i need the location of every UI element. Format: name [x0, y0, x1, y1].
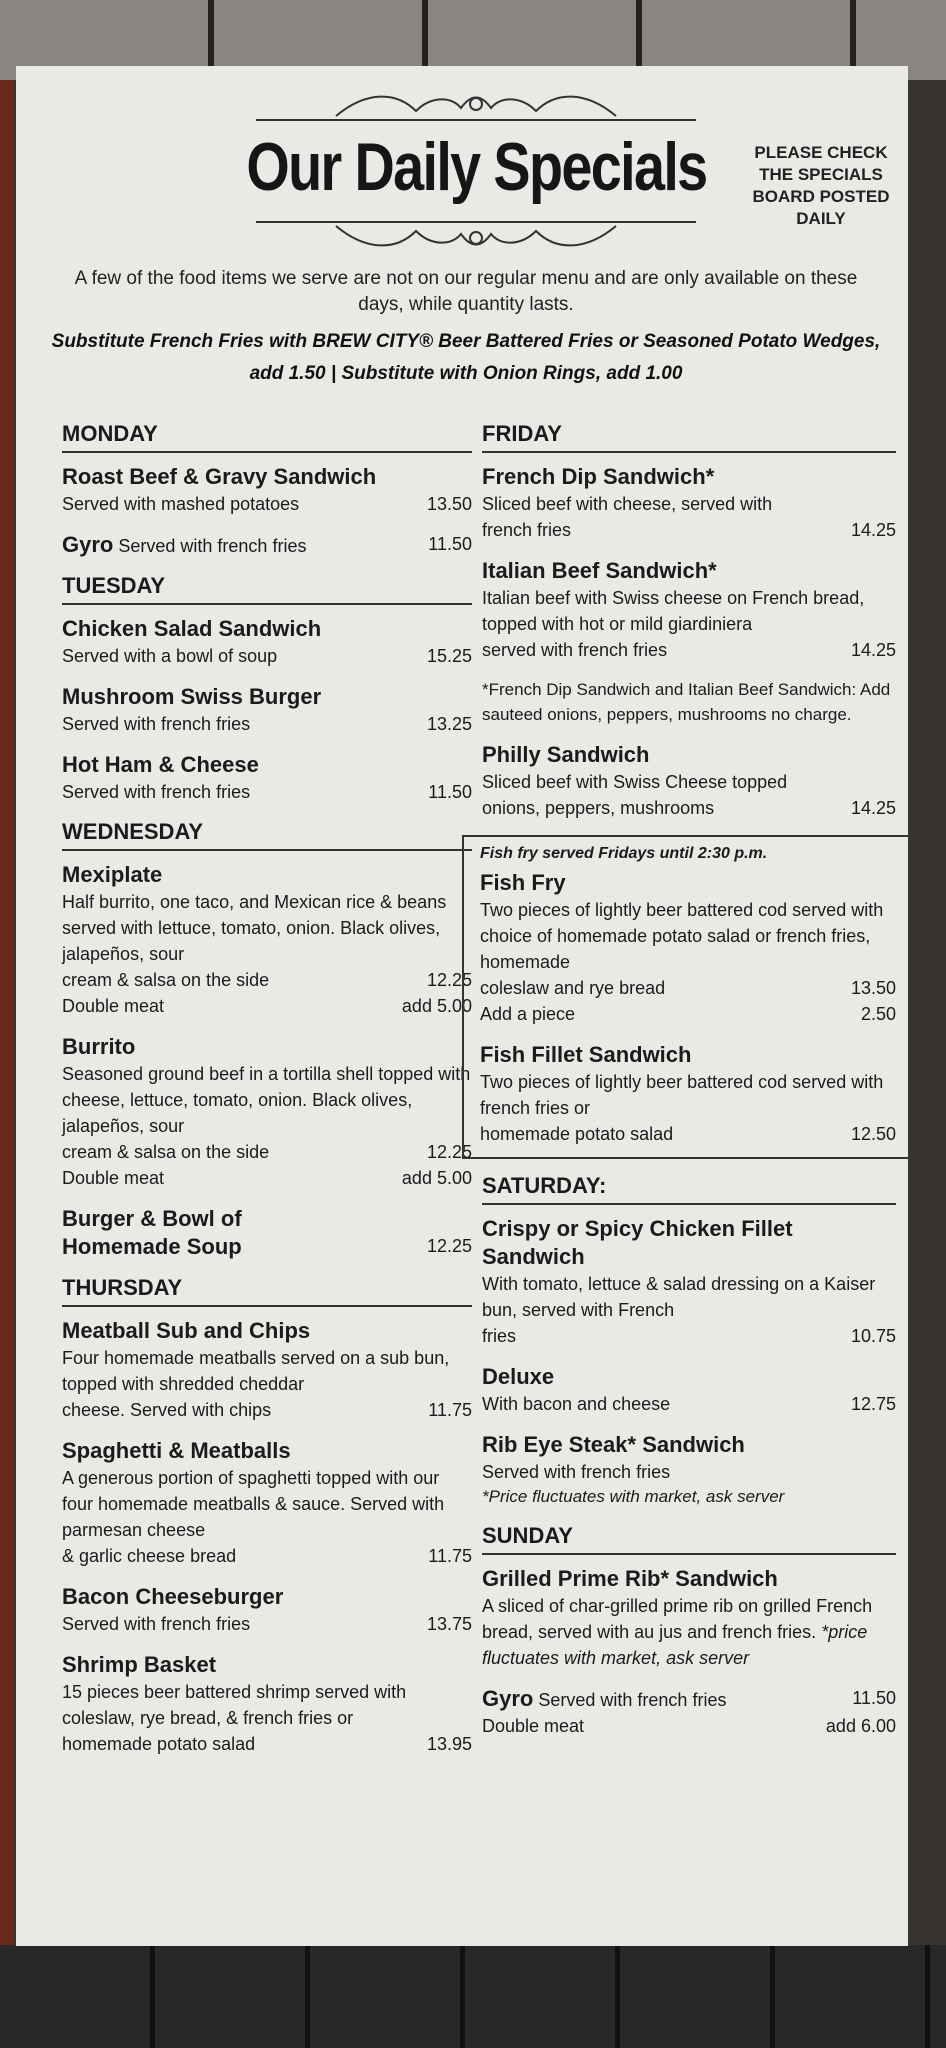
item-price: 14.25: [850, 640, 896, 660]
item-description-end: coleslaw and rye bread: [480, 978, 666, 998]
item-name: Deluxe: [482, 1364, 555, 1389]
item-description: Italian beef with Swiss cheese on French bread, topped with hot or mild giardiniera: [482, 588, 865, 634]
menu-item: [482, 1685, 896, 1739]
menu-item: [62, 1205, 472, 1261]
item-description: Served with french fries: [62, 782, 251, 802]
item-description: Served with french fries: [62, 714, 251, 734]
price-note: *price fluctuates with market, ask server: [482, 1622, 868, 1668]
item-name: Mexiplate: [62, 862, 163, 887]
item-description: Sliced beef with cheese, served with: [482, 494, 773, 514]
menu-item: [62, 683, 472, 737]
menu-item: [482, 463, 896, 543]
item-description: Four homemade meatballs served on a sub bun, topped with shredded cheddar: [62, 1348, 450, 1394]
item-description: Served with french fries: [482, 1462, 671, 1482]
item-price: 12.25: [426, 1142, 472, 1162]
item-description: A sliced of char-grilled prime rib on grilled French bread, served with au jus and french fries. *price fluctuates with market, ask server: [482, 1596, 873, 1668]
day-heading-thursday: THURSDAY: [62, 1275, 472, 1307]
item-name: Hot Ham & Cheese: [62, 752, 259, 777]
menu-item: [480, 869, 896, 1027]
item-description-end: homemade potato salad: [62, 1734, 256, 1754]
day-heading-friday: FRIDAY: [482, 421, 896, 453]
flourish-ornament-top: [216, 86, 736, 126]
item-description-end: fries: [482, 1326, 517, 1346]
item-price: 13.25: [426, 714, 472, 734]
item-name-cont: Homemade Soup: [62, 1234, 242, 1259]
item-name: Mushroom Swiss Burger: [62, 684, 322, 709]
item-price: 15.25: [426, 646, 472, 666]
menu-item: [62, 1033, 472, 1191]
price-note: *Price fluctuates with market, ask server: [482, 1487, 785, 1506]
menu-item: [62, 1437, 472, 1569]
item-price: 13.50: [426, 494, 472, 514]
item-description: Served with a bowl of soup: [62, 646, 278, 666]
specials-board-note: PLEASE CHECK THE SPECIALS BOARD POSTED DAILY: [752, 143, 890, 228]
item-price: 11.50: [428, 534, 472, 554]
item-name: Rib Eye Steak* Sandwich: [482, 1432, 745, 1457]
item-name: Gyro: [482, 1686, 534, 1711]
item-price: 12.25: [426, 1236, 472, 1256]
item-price: 10.75: [850, 1326, 896, 1346]
day-heading-wednesday: WEDNESDAY: [62, 819, 472, 851]
item-price: 11.50: [428, 782, 472, 802]
item-price: 11.75: [428, 1546, 472, 1566]
menu-item: [482, 557, 896, 663]
menu-item: [62, 1583, 472, 1637]
menu-item: [482, 1215, 896, 1349]
item-name: Shrimp Basket: [62, 1652, 217, 1677]
item-name: Philly Sandwich: [482, 742, 650, 767]
item-description-end: french fries: [482, 520, 572, 540]
item-price: 11.75: [428, 1400, 472, 1420]
menu-item: [62, 615, 472, 669]
item-description: Served with french fries: [62, 1614, 251, 1634]
item-description: Half burrito, one taco, and Mexican rice & beans served with lettuce, tomato, onion. Black olives, jalapeños, sour: [62, 892, 447, 964]
item-name: French Dip Sandwich*: [482, 464, 715, 489]
item-name: Spaghetti & Meatballs: [62, 1438, 291, 1463]
item-extra-price: add 5.00: [401, 1168, 472, 1188]
item-price: 12.50: [850, 1124, 896, 1144]
item-name: Italian Beef Sandwich*: [482, 558, 717, 583]
item-extra: Double meat: [482, 1716, 585, 1736]
item-description-end: cream & salsa on the side: [62, 1142, 270, 1162]
item-name: Meatball Sub and Chips: [62, 1318, 311, 1343]
table-edge: [0, 0, 14, 2048]
item-name: Burger & Bowl of: [62, 1206, 242, 1231]
item-extra: Add a piece: [480, 1004, 576, 1024]
sandwich-note: *French Dip Sandwich and Italian Beef Sandwich: Add sauteed onions, peppers, mushrooms no charge.: [482, 680, 891, 724]
menu-item: [482, 741, 896, 821]
flourish-ornament-bottom: [216, 216, 736, 256]
day-heading-monday: MONDAY: [62, 421, 472, 453]
item-name: Roast Beef & Gravy Sandwich: [62, 464, 377, 489]
menu-item: [62, 531, 472, 559]
item-price: 14.25: [850, 798, 896, 818]
item-price: 13.50: [850, 978, 896, 998]
item-name: Fish Fillet Sandwich: [480, 1042, 692, 1067]
menu-item: [62, 751, 472, 805]
menu-header: [16, 66, 908, 266]
item-description: Sliced beef with Swiss Cheese topped: [482, 772, 788, 792]
item-description-end: served with french fries: [482, 640, 668, 660]
left-column: [62, 421, 472, 1771]
item-description: Served with french fries: [118, 536, 307, 556]
day-heading-tuesday: TUESDAY: [62, 573, 472, 605]
item-description-end: & garlic cheese bread: [62, 1546, 237, 1566]
item-name: Crispy or Spicy Chicken Fillet Sandwich: [482, 1216, 793, 1269]
item-price: 14.25: [850, 520, 896, 540]
item-name: Burrito: [62, 1034, 136, 1059]
item-price: 11.50: [852, 1688, 896, 1708]
item-description: A generous portion of spaghetti topped with our four homemade meatballs & sauce. Served with parmesan cheese: [62, 1468, 445, 1540]
item-description: Seasoned ground beef in a tortilla shell topped with cheese, lettuce, tomato, onion. Black olives, jalapeños, sour: [62, 1064, 471, 1136]
right-column: [482, 421, 896, 1753]
menu-item: [482, 1431, 896, 1509]
item-name: Bacon Cheeseburger: [62, 1584, 284, 1609]
item-description: Two pieces of lightly beer battered cod served with french fries or: [480, 1072, 884, 1118]
item-price: 13.95: [426, 1734, 472, 1754]
menu-item: [480, 1041, 896, 1147]
item-description: With bacon and cheese: [482, 1394, 671, 1414]
fish-fry-hours-note: Fish fry served Fridays until 2:30 p.m.: [480, 845, 768, 862]
item-description: 15 pieces beer battered shrimp served with coleslaw, rye bread, & french fries or: [62, 1682, 407, 1728]
item-description-end: cream & salsa on the side: [62, 970, 270, 990]
menu-item: [482, 1565, 896, 1671]
item-description: Served with mashed potatoes: [62, 494, 300, 514]
item-name: Fish Fry: [480, 870, 566, 895]
fish-fry-box: [462, 835, 910, 1159]
item-extra-price: add 6.00: [825, 1716, 896, 1736]
page-title: Our Daily Specials: [246, 129, 707, 205]
item-extra-price: add 5.00: [401, 996, 472, 1016]
item-extra: Double meat: [62, 1168, 165, 1188]
day-heading-saturday: SATURDAY:: [482, 1173, 896, 1205]
item-extra: Double meat: [62, 996, 165, 1016]
item-name: Chicken Salad Sandwich: [62, 616, 322, 641]
substitution-note: Substitute French Fries with BREW CITY® Beer Battered Fries or Seasoned Potato Wedges, add 1.50 | Substitute with Onion Rings, add 1.00: [51, 331, 881, 384]
menu-item: [482, 1363, 896, 1417]
item-description-end: cheese. Served with chips: [62, 1400, 272, 1420]
wood-background-bottom: [0, 1945, 946, 2048]
item-description: Served with french fries: [538, 1690, 727, 1710]
item-price: 13.75: [426, 1614, 472, 1634]
item-description-end: homemade potato salad: [480, 1124, 674, 1144]
menu-sheet: [16, 66, 908, 1946]
item-extra-price: 2.50: [860, 1004, 896, 1024]
menu-item: [62, 861, 472, 1019]
menu-item: [62, 1651, 472, 1757]
intro-text: A few of the food items we serve are not on our regular menu and are only available on these days, while quantity lasts.: [74, 268, 858, 315]
menu-item: [62, 463, 472, 517]
item-name: Grilled Prime Rib* Sandwich: [482, 1566, 778, 1591]
item-price: 12.75: [850, 1394, 896, 1414]
item-description: With tomato, lettuce & salad dressing on a Kaiser bun, served with French: [482, 1274, 876, 1320]
item-description: Two pieces of lightly beer battered cod served with choice of homemade potato salad or french fries, homemade: [480, 900, 884, 972]
item-price: 12.25: [426, 970, 472, 990]
menu-item: [62, 1317, 472, 1423]
item-description-end: onions, peppers, mushrooms: [482, 798, 715, 818]
item-name: Gyro: [62, 532, 114, 557]
day-heading-sunday: SUNDAY: [482, 1523, 896, 1555]
